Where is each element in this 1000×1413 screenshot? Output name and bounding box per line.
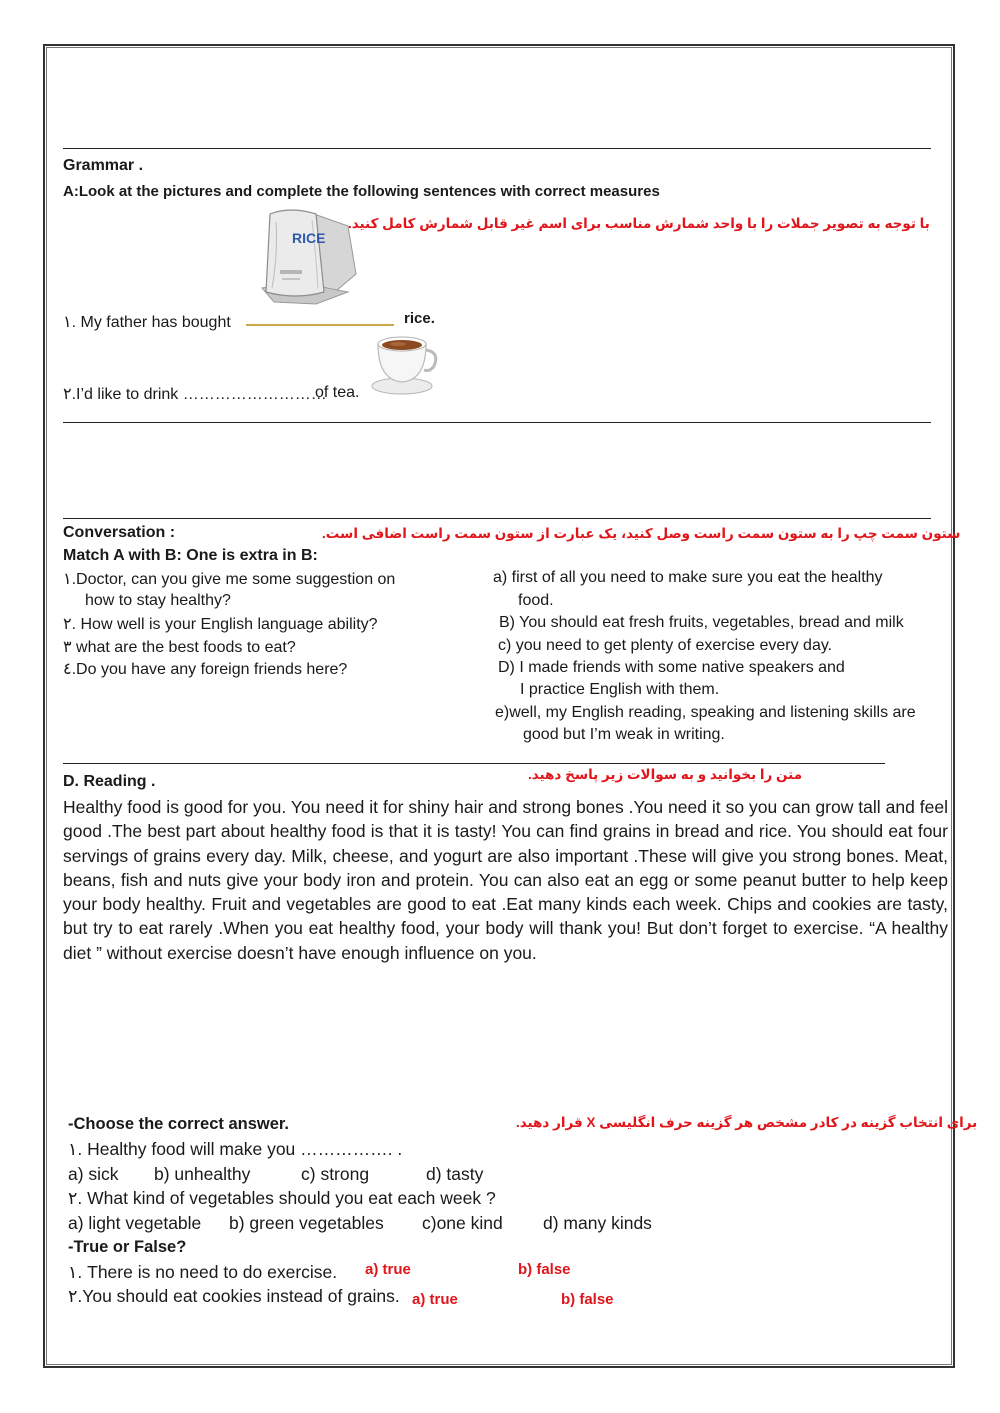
conversation-instruction: Match A with B: One is extra in B: [63,547,318,564]
option-d[interactable]: d) many kinds [543,1213,652,1233]
column-b-item: e)well, my English reading, speaking and listening skills are [495,704,916,721]
question-1-blank[interactable] [246,324,394,326]
question-1-text: ١. My father has bought [63,314,231,331]
true-option[interactable]: a) true [365,1261,411,1278]
column-b-item: food. [518,592,554,609]
divider [63,763,885,764]
reading-persian-instruction: متن را بخوانید و به سوالات زیر پاسخ دهید. [528,767,803,782]
true-false-question-1: ١. There is no need to do exercise. [68,1262,338,1282]
choose-heading: -Choose the correct answer. [68,1115,289,1133]
true-false-heading: -True or False? [68,1238,187,1256]
choose-question-1: ١. Healthy food will make you ……………. . [68,1139,403,1159]
tea-cup-image [368,330,442,396]
question-2-text: ٢.I’d like to drink ……………………… [63,386,327,403]
column-b-item: good but I’m weak in writing. [523,726,725,743]
question-1-suffix: rice. [404,310,435,327]
option-a[interactable]: a) sick [68,1164,119,1184]
column-b-item: D) I made friends with some native speakers and [498,659,845,676]
reading-heading: D. Reading . [63,773,156,790]
column-b-item: I practice English with them. [520,681,720,698]
column-a-item: ٣ what are the best foods to eat? [63,639,296,656]
column-a-item: ١.Doctor, can you give me some suggestion on [63,571,396,588]
divider [63,148,931,149]
conversation-persian-instruction: ستون سمت چپ را به ستون سمت راست وصل کنید، یک عبارت از ستون سمت راست اضافی است. [322,526,961,541]
rice-bag-label: RICE [292,230,326,246]
conversation-heading: Conversation : [63,524,176,541]
divider [63,422,931,423]
option-a[interactable]: a) light vegetable [68,1213,202,1233]
option-c[interactable]: c) strong [301,1164,370,1184]
true-option[interactable]: a) true [412,1291,458,1308]
false-option[interactable]: b) false [561,1291,614,1308]
column-a-item: ٢. How well is your English language ability? [63,616,378,633]
grammar-persian-instruction: با توجه به تصویر جملات را با واحد شمارش مناسب برای اسم غیر قابل شمارش کامل کنید. [348,216,930,231]
column-b-item: c) you need to get plenty of exercise every day. [498,637,833,654]
reading-passage: Healthy food is good for you. You need it for shiny hair and strong bones .You need it so you can grow tall and feel good .The best part about healthy food is that it is tasty! You can find grains in bread and rice. You should eat four servings of grains every day. Milk, cheese, and yogurt are also important .These will give you strong bones. Meat, beans, fish and nuts give your body iron and protein. You can also eat an egg or some peanut butter to help keep your body healthy. Fruit and vegetables are good to eat .Eat many kinds each week. Chips and cookies are tasty, but try to eat rarely .When you eat healthy food, your body will thank you! But don’t forget to exercise. “A healthy diet ” without exercise doesn’t have enough influence on you. [63,797,948,963]
question-2-suffix: of tea. [315,384,360,401]
choose-question-2: ٢. What kind of vegetables should you eat each week ? [68,1188,496,1208]
option-c[interactable]: c)one kind [422,1213,503,1233]
grammar-instruction: A:Look at the pictures and complete the following sentences with correct measures [63,183,660,200]
column-a-item: ٤.Do you have any foreign friends here? [63,661,348,678]
rice-bag-image [256,204,360,306]
option-d[interactable]: d) tasty [426,1164,484,1184]
divider [63,518,931,519]
grammar-heading: Grammar . [63,157,144,174]
column-b-item: B) You should eat fresh fruits, vegetables, bread and milk [499,614,904,631]
column-a-item: how to stay healthy? [85,592,231,609]
choose-persian-instruction: برای انتخاب گزینه در کادر مشخص هر گزینه حرف انگلیسی X قرار دهید. [516,1115,978,1130]
option-b[interactable]: b) unhealthy [154,1164,251,1184]
false-option[interactable]: b) false [518,1261,571,1278]
option-b[interactable]: b) green vegetables [229,1213,384,1233]
true-false-question-2: ٢.You should eat cookies instead of grains. [68,1286,400,1306]
column-b-item: a) first of all you need to make sure you eat the healthy [493,569,883,586]
